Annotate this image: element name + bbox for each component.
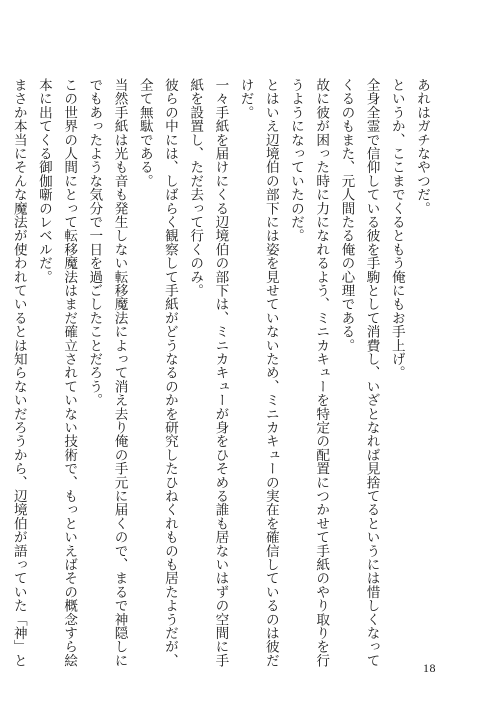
text-line: 一々手紙を届けにくる辺境伯の部下は、ミニカキューが身をひそめる誰も居ないはずの空間に手 [212,78,229,668]
text-line: 当然手紙は光も音も発生しない転移魔法によって消え去り俺の手元に届くので、まるで神隠しに [111,78,128,668]
text-line: 本に出てくる御伽噺のレベルだ。 [35,78,52,284]
text-line: 紙を設置し、ただ去って行くのみ。 [187,78,204,298]
text-line: くるのもまた、元人間たる俺の心理である。 [338,78,355,352]
text-line: うようになっていたのだ。 [287,78,304,243]
text-line: でもあったような気分で一日を過ごしたことだろう。 [86,78,103,407]
body-text [6,78,434,668]
text-line: 全身全霊で信仰している彼を手駒として消費し、いざとなれば見捨てるというには惜しくなって [363,78,380,668]
text-line: まさか本当にそんな魔法が使われているとは知らないだろうから、辺境伯が語っていた「神」と [10,78,27,668]
text-line: 彼らの中には、しばらく観察して手紙がどうなるのかを研究したひねくれものも居たようだが、 [161,78,178,668]
text-line: この世界の人間にとって転移魔法はまだ確立されていない技術で、もっといえばその概念すら絵 [61,78,78,668]
text-line: とはいえ辺境伯の部下には姿を見せていないため、ミニカキューの実在を確信しているのは彼だ [262,78,279,668]
text-line: あれはガチなやつだ。 [414,78,430,215]
text-line: というか、ここまでくるともう俺にもお手上げ。 [388,78,405,380]
text-line: 故に彼が困った時に力になれるよう、ミニカキューを特定の配置につかせて手紙のやり取りを行 [313,78,330,668]
text-line: 全て無駄である。 [136,78,153,188]
page-number: 18 [423,661,436,675]
text-line: けだ。 [237,78,254,120]
